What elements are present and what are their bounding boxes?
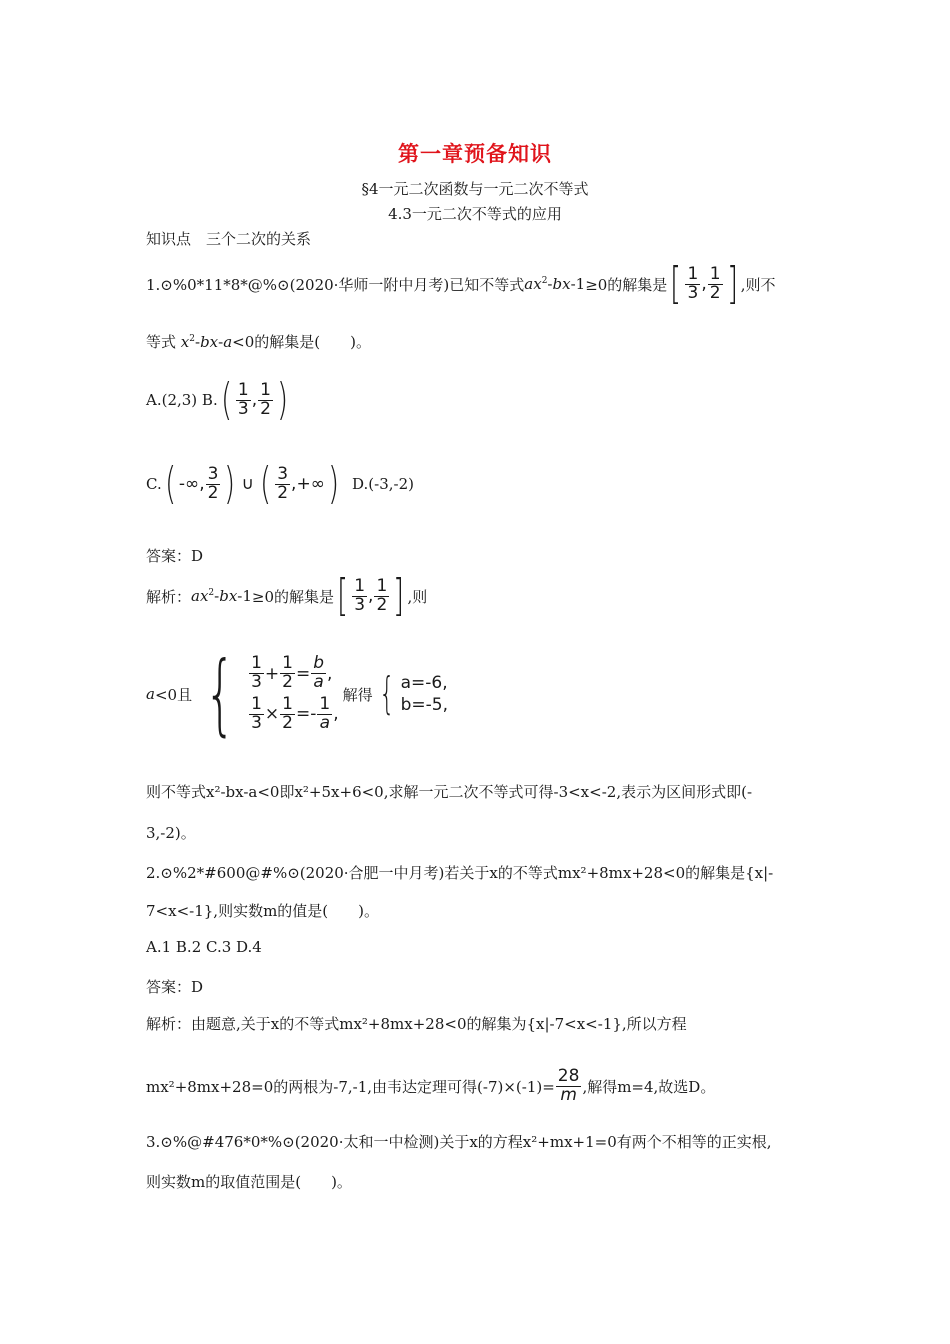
- q1-frac-third: $\frac{1}{3}$: [687, 263, 699, 303]
- q1-analysis: 解析： $ax^2-bx-1$ ≥0的解集是 [ $\frac{1}{3}$ , $\frac{1}{2}$ ] ,则: [146, 570, 428, 621]
- q1-line2: 等式 $x^2-bx-a<0$的解集是( )。: [146, 333, 371, 351]
- q2-analysis-2: mx²+8mx+28=0的两根为-7,-1,由韦达定理可得(-7)×(-1)= $\frac{28}{m}$ ,解得m=4,故选D。: [146, 1066, 716, 1105]
- q1-option-c: C.: [146, 475, 162, 493]
- q3-line1: 3.⊙%@#476*0*%⊙(2020·太和一中检测)关于x的方程x²+mx+1=0有两个不相等的正实根,: [146, 1133, 772, 1151]
- system-brace: {: [204, 642, 236, 745]
- q1-option-a: A.(2,3) B.: [146, 391, 218, 409]
- solution-b: b=-5,: [400, 695, 449, 715]
- subsection-title: 4.3一元二次不等式的应用: [388, 205, 562, 223]
- section-title: §4一元二次函数与一元二次不等式: [361, 180, 589, 198]
- q1-conclusion-1: 则不等式x²-bx-a<0即x²+5x+6<0,求解一元二次不等式可得-3<x<-2,表示为区间形式即(-: [146, 783, 753, 801]
- q1-tail: ,则不: [740, 275, 776, 294]
- q1-option-d: D.(-3,-2): [352, 475, 414, 493]
- q3-line2: 则实数m的取值范围是( )。: [146, 1173, 352, 1191]
- q2-answer: 答案：D: [146, 978, 204, 996]
- q1-cond: ≥0的解集是: [585, 275, 668, 294]
- q1-line1: 1.⊙%0*11*8*@%⊙(2020·华师一附中月考)已知不等式 $ax^2-bx-1$ ≥0的解集是 [ $\frac{1}{3}$ , $\frac{1}{2}$ ] ,则不: [146, 258, 776, 309]
- q2-line2: 7<x<-1},则实数m的值是( )。: [146, 902, 379, 920]
- q1-option-ab: A.(2,3) B. ( $\frac{1}{3}$ , $\frac{1}{2}$ ): [146, 374, 289, 425]
- q1-lbracket: [: [670, 258, 682, 309]
- q2-analysis-1: 解析：由题意,关于x的不等式mx²+8mx+28<0的解集为{x|-7<x<-1},所以方程: [146, 1015, 687, 1033]
- q1-conclusion-2: 3,-2)。: [146, 824, 196, 842]
- q1-answer: 答案：D: [146, 547, 204, 565]
- q1-ineq: $ax^2-bx-1$: [524, 275, 586, 293]
- q2-options: A.1 B.2 C.3 D.4: [146, 938, 262, 956]
- system-equations: $\frac{1}{3}$ + $\frac{1}{2}$ = $\frac{b}{a}$ , $\frac{1}{3}$ × $\frac{1}{2}$ =- $\frac{1}{a}$ ,: [251, 653, 339, 733]
- q1-prefix: 1.⊙%0*11*8*@%⊙(2020·华师一附中月考)已知不等式: [146, 275, 525, 294]
- chapter-title: 第一章预备知识: [398, 141, 552, 166]
- q1-rbracket: ]: [726, 258, 738, 309]
- knowledge-point: 知识点 三个二次的关系: [146, 230, 312, 248]
- q2-line1: 2.⊙%2*#600@#%⊙(2020·合肥一中月考)若关于x的不等式mx²+8mx+28<0的解集是{x|-: [146, 864, 774, 882]
- solution-a: a=-6,: [400, 672, 448, 693]
- q1-frac-half: $\frac{1}{2}$: [709, 263, 721, 303]
- q1-option-cd: C. ( -∞ , $\frac{3}{2}$ ) ∪ ( $\frac{3}{2}$ , +∞ ) D.(-3,-2): [146, 458, 414, 509]
- q1-system: a <0且 { $\frac{1}{3}$ + $\frac{1}{2}$ = $\frac{b}{a}$ , $\frac{1}{3}$ × $\frac{1}{2}$ =- $\frac{1}{a}$ , 解得 { a=-6, b=-5,: [146, 642, 449, 745]
